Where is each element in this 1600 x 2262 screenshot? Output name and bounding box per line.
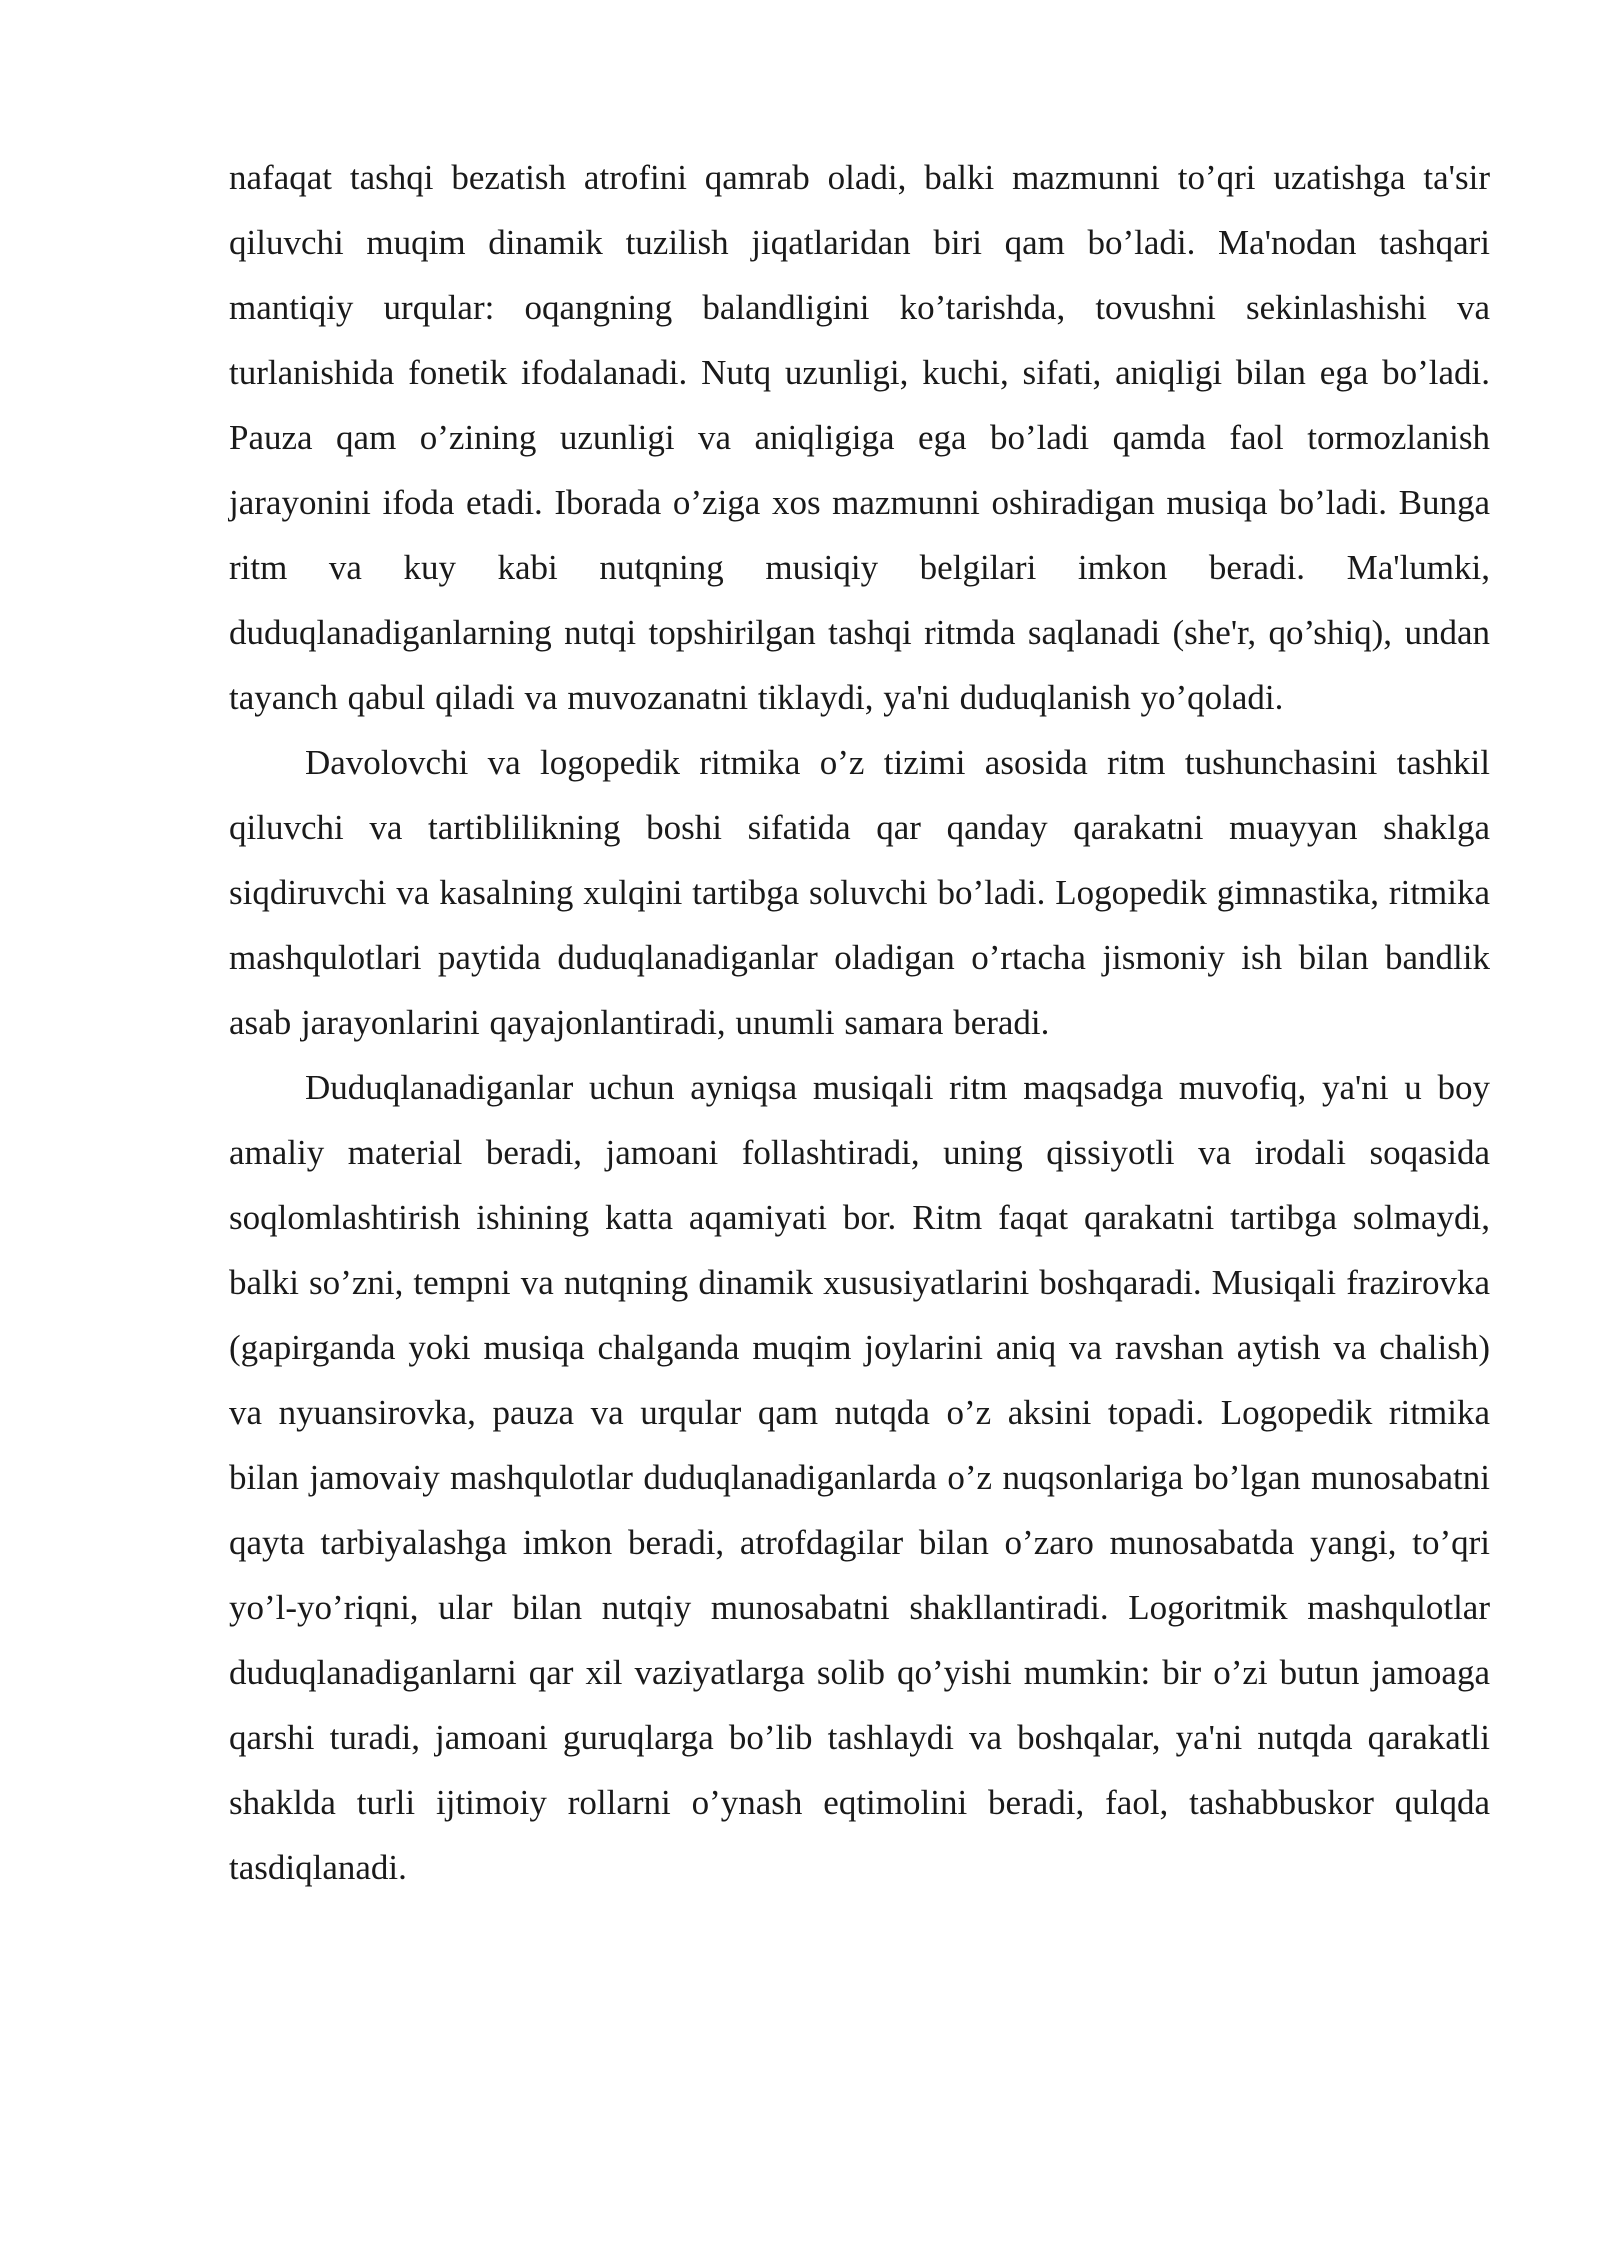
paragraph-2: Davolovchi va logopedik ritmika o’z tizimi asosida ritm tushunchasini tashkil qiluvchi va tartiblilikning boshi sifatida qar qanday qarakatni muayyan shaklga siqdiruvchi va kasalning xulqini tartibga soluvchi bo’ladi. Logopedik gimnastika, ritmika mashqulotlari paytida duduqlanadiganlar oladigan o’rtacha jismoniy ish bilan bandlik asab jarayonlarini qayajonlantiradi, unumli samara beradi. xyxy=(229,743,1490,1042)
document-page xyxy=(229,145,1490,1900)
paragraph-1: nafaqat tashqi bezatish atrofini qamrab oladi, balki mazmunni to’qri uzatishga ta'sir qiluvchi muqim dinamik tuzilish jiqatlaridan biri qam bo’ladi. Ma'nodan tashqari mantiqiy urqular: oqangning balandligini ko’tarishda, tovushni sekinlashishi va turlanishida fonetik ifodalanadi. Nutq uzunligi, kuchi, sifati, aniqligi bilan ega bo’ladi. Pauza qam o’zining uzunligi va aniqligiga ega bo’ladi qamda faol tormozlanish jarayonini ifoda etadi. Iborada o’ziga xos mazmunni oshiradigan musiqa bo’ladi. Bunga ritm va kuy kabi nutqning musiqiy belgilari imkon beradi. Ma'lumki, duduqlanadiganlarning nutqi topshirilgan tashqi ritmda saqlanadi (she'r, qo’shiq), undan tayanch qabul qiladi va muvozanatni tiklaydi, ya'ni duduqlanish yo’qoladi. xyxy=(229,158,1490,717)
paragraph-3: Duduqlanadiganlar uchun ayniqsa musiqali ritm maqsadga muvofiq, ya'ni u boy amaliy material beradi, jamoani follashtiradi, uning qissiyotli va irodali soqasida soqlomlashtirish ishining katta aqamiyati bor. Ritm faqat qarakatni tartibga solmaydi, balki so’zni, tempni va nutqning dinamik xususiyatlarini boshqaradi. Musiqali frazirovka (gapirganda yoki musiqa chalganda muqim joylarini aniq va ravshan aytish va chalish) va nyuansirovka, pauza va urqular qam nutqda o’z aksini topadi. Logopedik ritmika bilan jamovaiy mashqulotlar duduqlanadiganlarda o’z nuqsonlariga bo’lgan munosabatni qayta tarbiyalashga imkon beradi, atrofdagilar bilan o’zaro munosabatda yangi, to’qri yo’l-yo’riqni, ular bilan nutqiy munosabatni shakllantiradi. Logoritmik mashqulotlar duduqlanadiganlarni qar xil vaziyatlarga solib qo’yishi mumkin: bir o’zi butun jamoaga qarshi turadi, jamoani guruqlarga bo’lib tashlaydi va boshqalar, ya'ni nutqda qarakatli shaklda turli ijtimoiy rollarni o’ynash eqtimolini beradi, faol, tashabbuskor qulqda tasdiqlanadi. xyxy=(229,1068,1490,1887)
